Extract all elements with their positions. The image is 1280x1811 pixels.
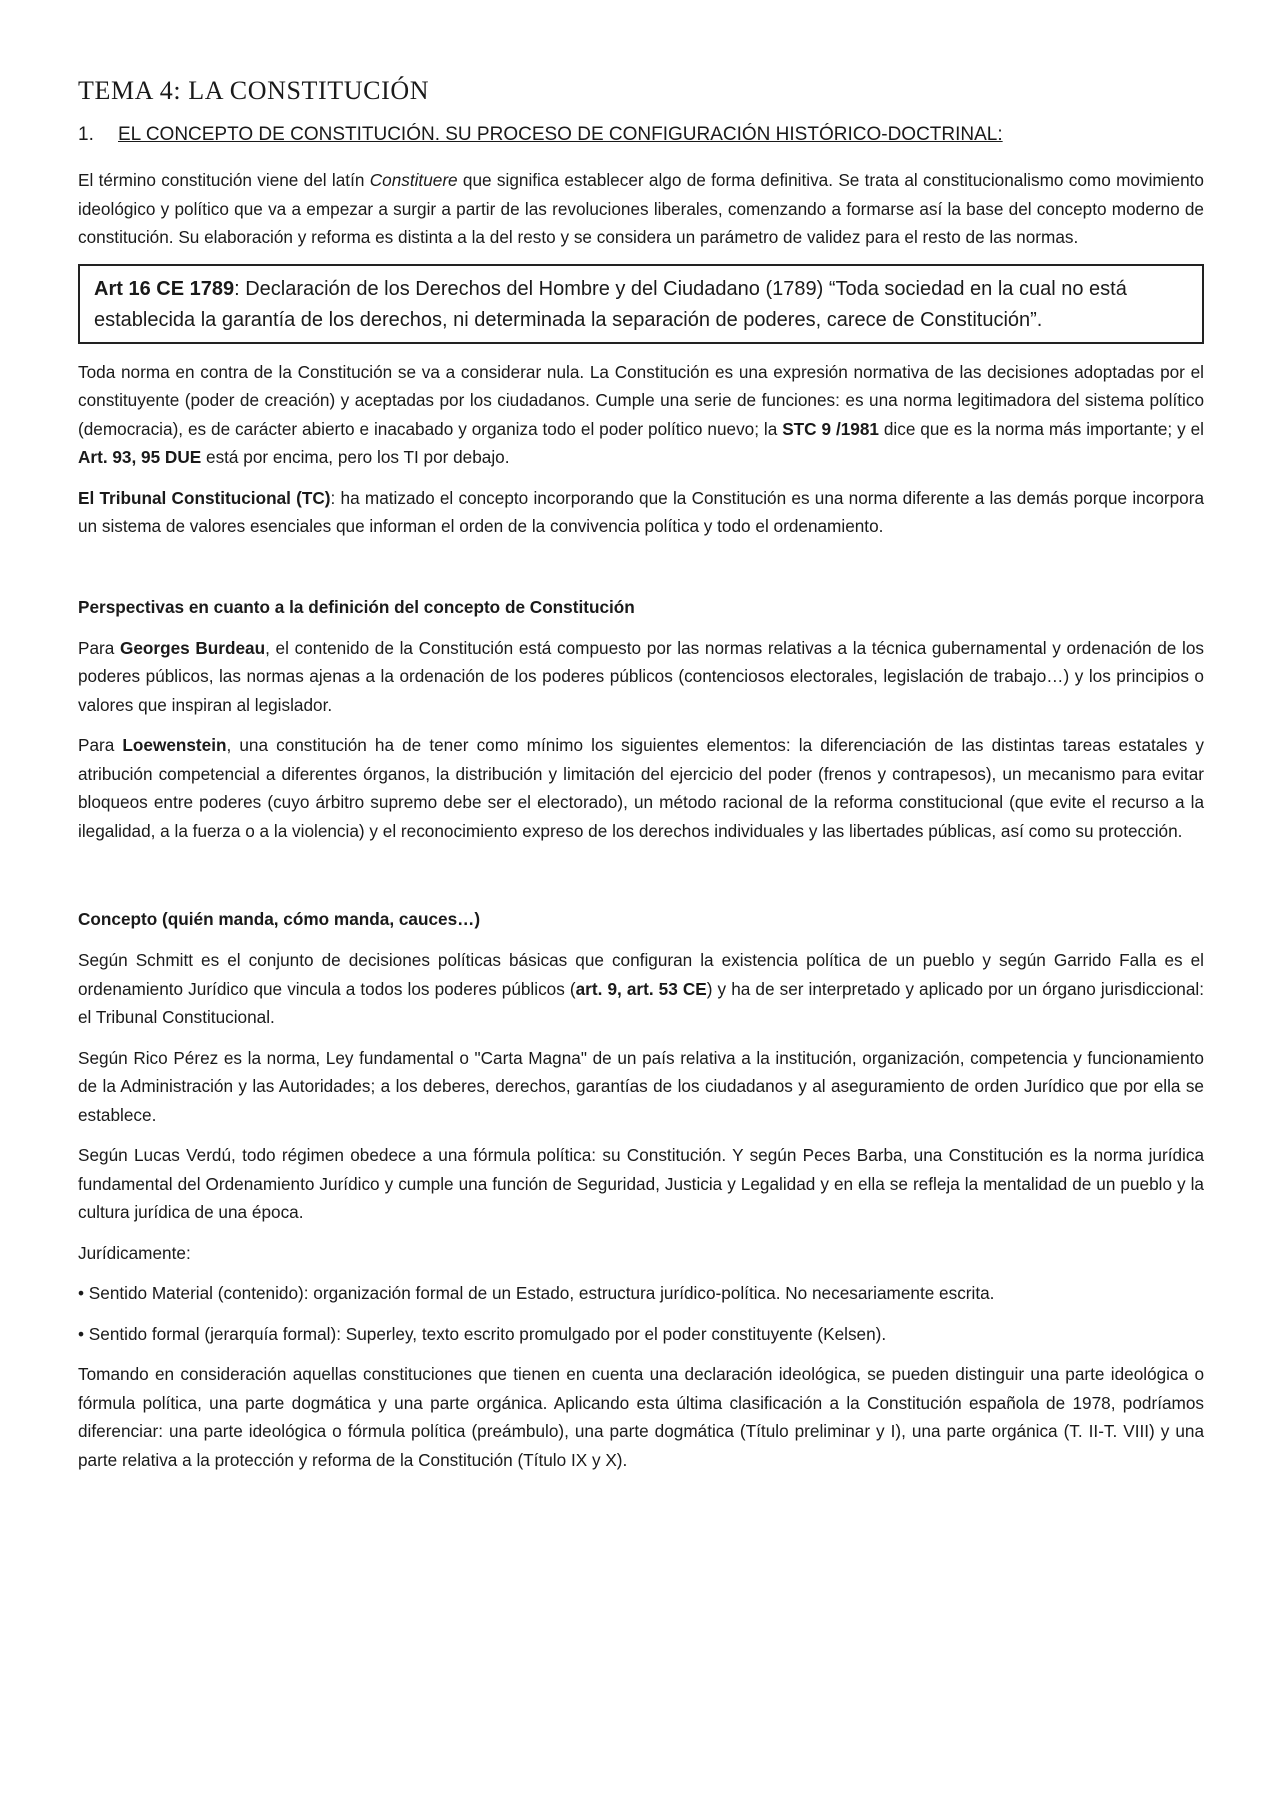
lucas-paragraph: Según Lucas Verdú, todo régimen obedece a una fórmula política: su Constitución. Y según Peces Barba, una Constitución es la norma jurídica fundamental del Ordenamiento Jurídico y cumple una función de Seguridad, Justicia y Legalidad y en ella se refleja la mentalidad de un pueblo y la cultura jurídica de una época.	[78, 1145, 1204, 1222]
norma-text-a: Toda norma en contra de la Constitución se va a considerar nula. La Constitución es una expresión normativa de las decisiones adoptadas por el constituyente (poder de creación) y aceptadas por los ciudadanos. Cumple una serie de funciones: es una norma legitimadora del sistema político (democracia), es de carácter abierto e inacabado y organiza todo el poder político nuevo; la	[78, 361, 1204, 439]
perspectivas-heading: Perspectivas en cuanto a la definición del concepto de Constitución	[78, 596, 635, 617]
norma-paragraph	[78, 358, 1204, 472]
rico-paragraph: Según Rico Pérez es la norma, Ley fundamental o "Carta Magna" de un país relativa a la institución, organización, competencia y funcionamiento de la Administración y las Autoridades; a los deberes, derechos, garantías de los ciudadanos y al aseguramiento de orden Jurídico que por ella se establece.	[78, 1047, 1204, 1125]
bullet-formal: • Sentido formal (jerarquía formal): Superley, texto escrito promulgado por el poder constituyente (Kelsen).	[78, 1323, 887, 1344]
loewenstein-name: Loewenstein	[122, 735, 227, 755]
intro-latin-term: Constituere	[369, 170, 458, 190]
bullet-material: • Sentido Material (contenido): organización formal de un Estado, estructura jurídico-política. No necesariamente escrita.	[78, 1283, 995, 1303]
intro-text-a: El término constitución viene del latín	[78, 170, 370, 190]
burdeau-text-a: Para	[78, 637, 120, 658]
loewenstein-text-b: , una constitución ha de tener como mínimo los siguientes elementos: la diferenciación de las distintas tareas estatales y atribución competencial a diferentes órganos, la distribución y limitación del ejercicio del poder (frenos y contrapesos), un mecanismo para evitar bloqueos entre poderes (cuyo árbitro supremo debe ser el electorado), un método racional de la reforma constitucional (que evite el recurso a la ilegalidad, a la fuerza o a la violencia) y el reconocimiento expreso de los derechos individuales y las libertades públicas, así como su protección.	[78, 735, 1204, 841]
intro-paragraph	[78, 166, 1204, 252]
article-quote-ref: Art 16 CE 1789	[94, 277, 235, 300]
intro-text-b: que significa establecer algo de forma definitiva. Se trata al constitucionalismo como movimiento ideológico y político que va a empezar a surgir a partir de las revoluciones liberales, comenzando a formarse así la base del concepto moderno de constitución. Su elaboración y reforma es distinta a la del resto y se considera un parámetro de validez para el resto de las normas.	[78, 170, 1204, 247]
tc-label: El Tribunal Constitucional (TC)	[78, 487, 331, 508]
schmitt-text-b: ) y ha de ser interpretado y aplicado por un órgano jurisdiccional: el Tribunal Constitucional.	[78, 978, 1204, 1027]
norma-stc-ref: STC 9 /1981	[782, 418, 879, 439]
tc-paragraph	[78, 484, 1204, 541]
loewenstein-paragraph	[78, 731, 1204, 845]
concepto-heading: Concepto (quién manda, cómo manda, cauces…)	[78, 909, 481, 929]
schmitt-text-a: Según Schmitt es el conjunto de decisiones políticas básicas que configuran la existencia política de un pueblo y según Garrido Falla es el ordenamiento Jurídico que vincula a todos los poderes públicos (	[78, 950, 1204, 999]
section-number: 1.	[78, 124, 94, 145]
norma-text-b: dice que es la norma más importante; y el	[878, 418, 1204, 439]
norma-text-c: está por encima, pero los TI por debajo.	[201, 447, 510, 467]
article-quote-text: : Declaración de los Derechos del Hombre y del Ciudadano (1789) “Toda sociedad en la cual no está establecida la garantía de los derechos, ni determinada la separación de poderes, carece de Constitución”.	[94, 277, 1127, 331]
document-page	[78, 70, 1204, 1486]
section-heading	[78, 124, 1204, 146]
section-title: EL CONCEPTO DE CONSTITUCIÓN. SU PROCESO DE CONFIGURACIÓN HISTÓRICO-DOCTRINAL:	[118, 124, 1003, 145]
loewenstein-text-a: Para	[78, 735, 123, 755]
burdeau-paragraph	[78, 634, 1204, 720]
burdeau-name: Georges Burdeau	[119, 637, 266, 658]
norma-article-ref: Art. 93, 95 DUE	[78, 447, 202, 467]
final-paragraph: Tomando en consideración aquellas constituciones que tienen en cuenta una declaración ideológica, se pueden distinguir una parte ideológica o fórmula política, una parte dogmática y una parte orgánica. Aplicando esta última clasificación a la Constitución española de 1978, podríamos diferenciar: una parte ideológica o fórmula política (preámbulo), una parte dogmática (Título preliminar y I), una parte orgánica (T. II-T. VIII) y una parte relativa a la protección y reforma de la Constitución (Título IX y X).	[78, 1364, 1204, 1470]
schmitt-paragraph	[78, 946, 1204, 1032]
burdeau-text-b: , el contenido de la Constitución está compuesto por las normas relativas a la técnica gubernamental y ordenación de los poderes públicos, las normas ajenas a la ordenación de los poderes públicos (contenciosos electorales, legislación de trabajo…) y los principios o valores que inspiran al legislador.	[78, 637, 1204, 715]
juridicamente-label: Jurídicamente:	[78, 1242, 191, 1263]
article-quote-box	[78, 264, 1204, 344]
tc-text: : ha matizado el concepto incorporando que la Constitución es una norma diferente a las demás porque incorpora un sistema de valores esenciales que informan el orden de la convivencia política y todo el ordenamiento.	[78, 487, 1205, 536]
article-quote	[94, 274, 1188, 336]
schmitt-article-ref: art. 9, art. 53 CE	[575, 978, 707, 999]
document-title: TEMA 4: LA CONSTITUCIÓN	[78, 76, 430, 105]
